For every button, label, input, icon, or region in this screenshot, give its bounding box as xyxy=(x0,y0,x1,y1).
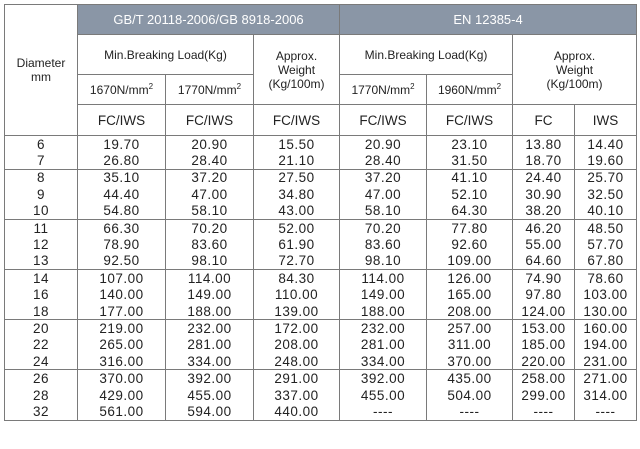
value-cell: 72.70 xyxy=(254,253,340,270)
value-cell: 24.40 xyxy=(513,169,575,186)
value-cell: 110.00 xyxy=(254,287,340,303)
value-cell: 78.90 xyxy=(78,236,166,252)
value-cell: 67.80 xyxy=(575,253,637,270)
value-cell: 177.00 xyxy=(78,303,166,320)
value-cell: 208.00 xyxy=(254,337,340,353)
diameter-cell: 14 xyxy=(5,270,78,287)
value-cell: 28.40 xyxy=(340,152,427,169)
value-cell: 18.70 xyxy=(513,152,575,169)
table-row xyxy=(5,136,637,153)
table-row xyxy=(5,203,637,220)
value-cell: 98.10 xyxy=(166,253,254,270)
value-cell: 92.60 xyxy=(427,236,513,252)
value-cell: 55.00 xyxy=(513,236,575,252)
value-cell: 231.00 xyxy=(575,353,637,370)
en-standard-header: EN 12385-4 xyxy=(340,5,637,35)
value-cell: 103.00 xyxy=(575,287,637,303)
value-cell: 504.00 xyxy=(427,387,513,403)
value-cell: 66.30 xyxy=(78,219,166,236)
value-cell: 248.00 xyxy=(254,353,340,370)
value-cell: ---- xyxy=(513,403,575,420)
diameter-cell: 10 xyxy=(5,203,78,220)
value-cell: 130.00 xyxy=(575,303,637,320)
table-row xyxy=(5,303,637,320)
value-cell: 54.80 xyxy=(78,203,166,220)
value-cell: 70.20 xyxy=(340,219,427,236)
value-cell: 21.10 xyxy=(254,152,340,169)
value-cell: 74.90 xyxy=(513,270,575,287)
value-cell: 114.00 xyxy=(166,270,254,287)
value-cell: 232.00 xyxy=(166,320,254,337)
value-cell: 20.90 xyxy=(340,136,427,153)
value-cell: ---- xyxy=(427,403,513,420)
value-cell: 40.10 xyxy=(575,203,637,220)
value-cell: 455.00 xyxy=(340,387,427,403)
gb-1670-header: $1670N/mm^2$ xyxy=(78,75,166,105)
diameter-cell: 18 xyxy=(5,303,78,320)
diameter-cell: 9 xyxy=(5,186,78,202)
value-cell: 25.70 xyxy=(575,169,637,186)
value-cell: 440.00 xyxy=(254,403,340,420)
diameter-cell: 13 xyxy=(5,253,78,270)
value-cell: 58.10 xyxy=(166,203,254,220)
value-cell: 124.00 xyxy=(513,303,575,320)
en-weight-line3: (Kg/100m) xyxy=(546,76,603,91)
value-cell: 26.80 xyxy=(78,152,166,169)
value-cell: 58.10 xyxy=(340,203,427,220)
core-type-header-fc: FC xyxy=(513,105,575,136)
value-cell: 140.00 xyxy=(78,287,166,303)
value-cell: 149.00 xyxy=(340,287,427,303)
gb-1770-header: $1770N/mm^2$ xyxy=(166,75,254,105)
value-cell: 43.00 xyxy=(254,203,340,220)
diameter-cell: 6 xyxy=(5,136,78,153)
value-cell: 334.00 xyxy=(166,353,254,370)
diameter-unit: mm xyxy=(31,70,51,84)
value-cell: 114.00 xyxy=(340,270,427,287)
value-cell: 13.80 xyxy=(513,136,575,153)
value-cell: ---- xyxy=(340,403,427,420)
value-cell: 27.50 xyxy=(254,169,340,186)
core-type-header: FC/IWS xyxy=(427,105,513,136)
value-cell: 48.50 xyxy=(575,219,637,236)
en-min-breaking-load-header: Min.Breaking Load(Kg) xyxy=(340,35,513,75)
value-cell: 47.00 xyxy=(340,186,427,202)
value-cell: 64.30 xyxy=(427,203,513,220)
value-cell: 28.40 xyxy=(166,152,254,169)
table-row xyxy=(5,236,637,252)
diameter-cell: 20 xyxy=(5,320,78,337)
value-cell: 77.80 xyxy=(427,219,513,236)
value-cell: 61.90 xyxy=(254,236,340,252)
diameter-cell: 28 xyxy=(5,387,78,403)
value-cell: 32.50 xyxy=(575,186,637,202)
value-cell: 370.00 xyxy=(78,370,166,387)
core-type-header-iws: IWS xyxy=(575,105,637,136)
table-row xyxy=(5,186,637,202)
value-cell: 370.00 xyxy=(427,353,513,370)
diameter-cell: 24 xyxy=(5,353,78,370)
value-cell: 337.00 xyxy=(254,387,340,403)
value-cell: 334.00 xyxy=(340,353,427,370)
diameter-cell: 22 xyxy=(5,337,78,353)
diameter-label: Diameter xyxy=(16,56,66,70)
value-cell: 172.00 xyxy=(254,320,340,337)
value-cell: 107.00 xyxy=(78,270,166,287)
value-cell: 188.00 xyxy=(340,303,427,320)
gb-standard-header: GB/T 20118-2006/GB 8918-2006 xyxy=(78,5,340,35)
value-cell: 258.00 xyxy=(513,370,575,387)
value-cell: 38.20 xyxy=(513,203,575,220)
value-cell: 37.20 xyxy=(340,169,427,186)
value-cell: ---- xyxy=(575,403,637,420)
value-cell: 265.00 xyxy=(78,337,166,353)
value-cell: 281.00 xyxy=(340,337,427,353)
value-cell: 47.00 xyxy=(166,186,254,202)
value-cell: 257.00 xyxy=(427,320,513,337)
table-row xyxy=(5,353,637,370)
value-cell: 44.40 xyxy=(78,186,166,202)
value-cell: 594.00 xyxy=(166,403,254,420)
value-cell: 194.00 xyxy=(575,337,637,353)
value-cell: 314.00 xyxy=(575,387,637,403)
value-cell: 126.00 xyxy=(427,270,513,287)
value-cell: 52.10 xyxy=(427,186,513,202)
table-row xyxy=(5,270,637,287)
value-cell: 185.00 xyxy=(513,337,575,353)
table-body xyxy=(5,136,637,421)
value-cell: 291.00 xyxy=(254,370,340,387)
en-1960-header: $1960N/mm^2$ xyxy=(427,75,513,105)
diameter-cell: 7 xyxy=(5,152,78,169)
table-row xyxy=(5,387,637,403)
value-cell: 23.10 xyxy=(427,136,513,153)
value-cell: 455.00 xyxy=(166,387,254,403)
en-weight-line1: Approx. xyxy=(553,48,596,63)
diameter-cell: 8 xyxy=(5,169,78,186)
value-cell: 153.00 xyxy=(513,320,575,337)
table-row xyxy=(5,152,637,169)
value-cell: 188.00 xyxy=(166,303,254,320)
value-cell: 160.00 xyxy=(575,320,637,337)
value-cell: 316.00 xyxy=(78,353,166,370)
gb-approx-weight-header xyxy=(254,35,340,105)
value-cell: 299.00 xyxy=(513,387,575,403)
diameter-cell: 32 xyxy=(5,403,78,420)
en-approx-weight-header xyxy=(513,35,637,105)
value-cell: 41.10 xyxy=(427,169,513,186)
value-cell: 52.00 xyxy=(254,219,340,236)
value-cell: 34.80 xyxy=(254,186,340,202)
value-cell: 92.50 xyxy=(78,253,166,270)
value-cell: 83.60 xyxy=(166,236,254,252)
table-row xyxy=(5,337,637,353)
value-cell: 57.70 xyxy=(575,236,637,252)
value-cell: 19.60 xyxy=(575,152,637,169)
diameter-cell: 26 xyxy=(5,370,78,387)
value-cell: 139.00 xyxy=(254,303,340,320)
core-type-header: FC/IWS xyxy=(78,105,166,136)
value-cell: 392.00 xyxy=(166,370,254,387)
diameter-cell: 12 xyxy=(5,236,78,252)
value-cell: 30.90 xyxy=(513,186,575,202)
value-cell: 429.00 xyxy=(78,387,166,403)
value-cell: 15.50 xyxy=(254,136,340,153)
value-cell: 271.00 xyxy=(575,370,637,387)
value-cell: 98.10 xyxy=(340,253,427,270)
value-cell: 109.00 xyxy=(427,253,513,270)
value-cell: 31.50 xyxy=(427,152,513,169)
table-row xyxy=(5,320,637,337)
value-cell: 149.00 xyxy=(166,287,254,303)
gb-weight-line1: Approx. xyxy=(275,48,318,63)
value-cell: 64.60 xyxy=(513,253,575,270)
en-weight-line2: Weight xyxy=(555,62,594,77)
wire-rope-spec-table xyxy=(4,4,637,421)
gb-weight-line3: (Kg/100m) xyxy=(268,76,325,91)
value-cell: 46.20 xyxy=(513,219,575,236)
value-cell: 83.60 xyxy=(340,236,427,252)
table-row xyxy=(5,169,637,186)
gb-min-breaking-load-header: Min.Breaking Load(Kg) xyxy=(78,35,254,75)
core-type-header: FC/IWS xyxy=(166,105,254,136)
value-cell: 37.20 xyxy=(166,169,254,186)
value-cell: 97.80 xyxy=(513,287,575,303)
core-type-header: FC/IWS xyxy=(340,105,427,136)
core-type-header: FC/IWS xyxy=(254,105,340,136)
table-row xyxy=(5,403,637,420)
value-cell: 20.90 xyxy=(166,136,254,153)
value-cell: 35.10 xyxy=(78,169,166,186)
value-cell: 78.60 xyxy=(575,270,637,287)
value-cell: 19.70 xyxy=(78,136,166,153)
table-row xyxy=(5,219,637,236)
value-cell: 14.40 xyxy=(575,136,637,153)
value-cell: 392.00 xyxy=(340,370,427,387)
value-cell: 232.00 xyxy=(340,320,427,337)
gb-weight-line2: Weight xyxy=(277,62,316,77)
en-1770-header: $1770N/mm^2$ xyxy=(340,75,427,105)
value-cell: 219.00 xyxy=(78,320,166,337)
value-cell: 561.00 xyxy=(78,403,166,420)
value-cell: 435.00 xyxy=(427,370,513,387)
wire-rope-spec-table-container xyxy=(4,4,636,421)
value-cell: 84.30 xyxy=(254,270,340,287)
diameter-header xyxy=(5,5,78,136)
value-cell: 208.00 xyxy=(427,303,513,320)
table-row xyxy=(5,253,637,270)
value-cell: 311.00 xyxy=(427,337,513,353)
value-cell: 70.20 xyxy=(166,219,254,236)
table-row xyxy=(5,287,637,303)
value-cell: 165.00 xyxy=(427,287,513,303)
value-cell: 220.00 xyxy=(513,353,575,370)
value-cell: 281.00 xyxy=(166,337,254,353)
diameter-cell: 16 xyxy=(5,287,78,303)
table-row xyxy=(5,370,637,387)
diameter-cell: 11 xyxy=(5,219,78,236)
